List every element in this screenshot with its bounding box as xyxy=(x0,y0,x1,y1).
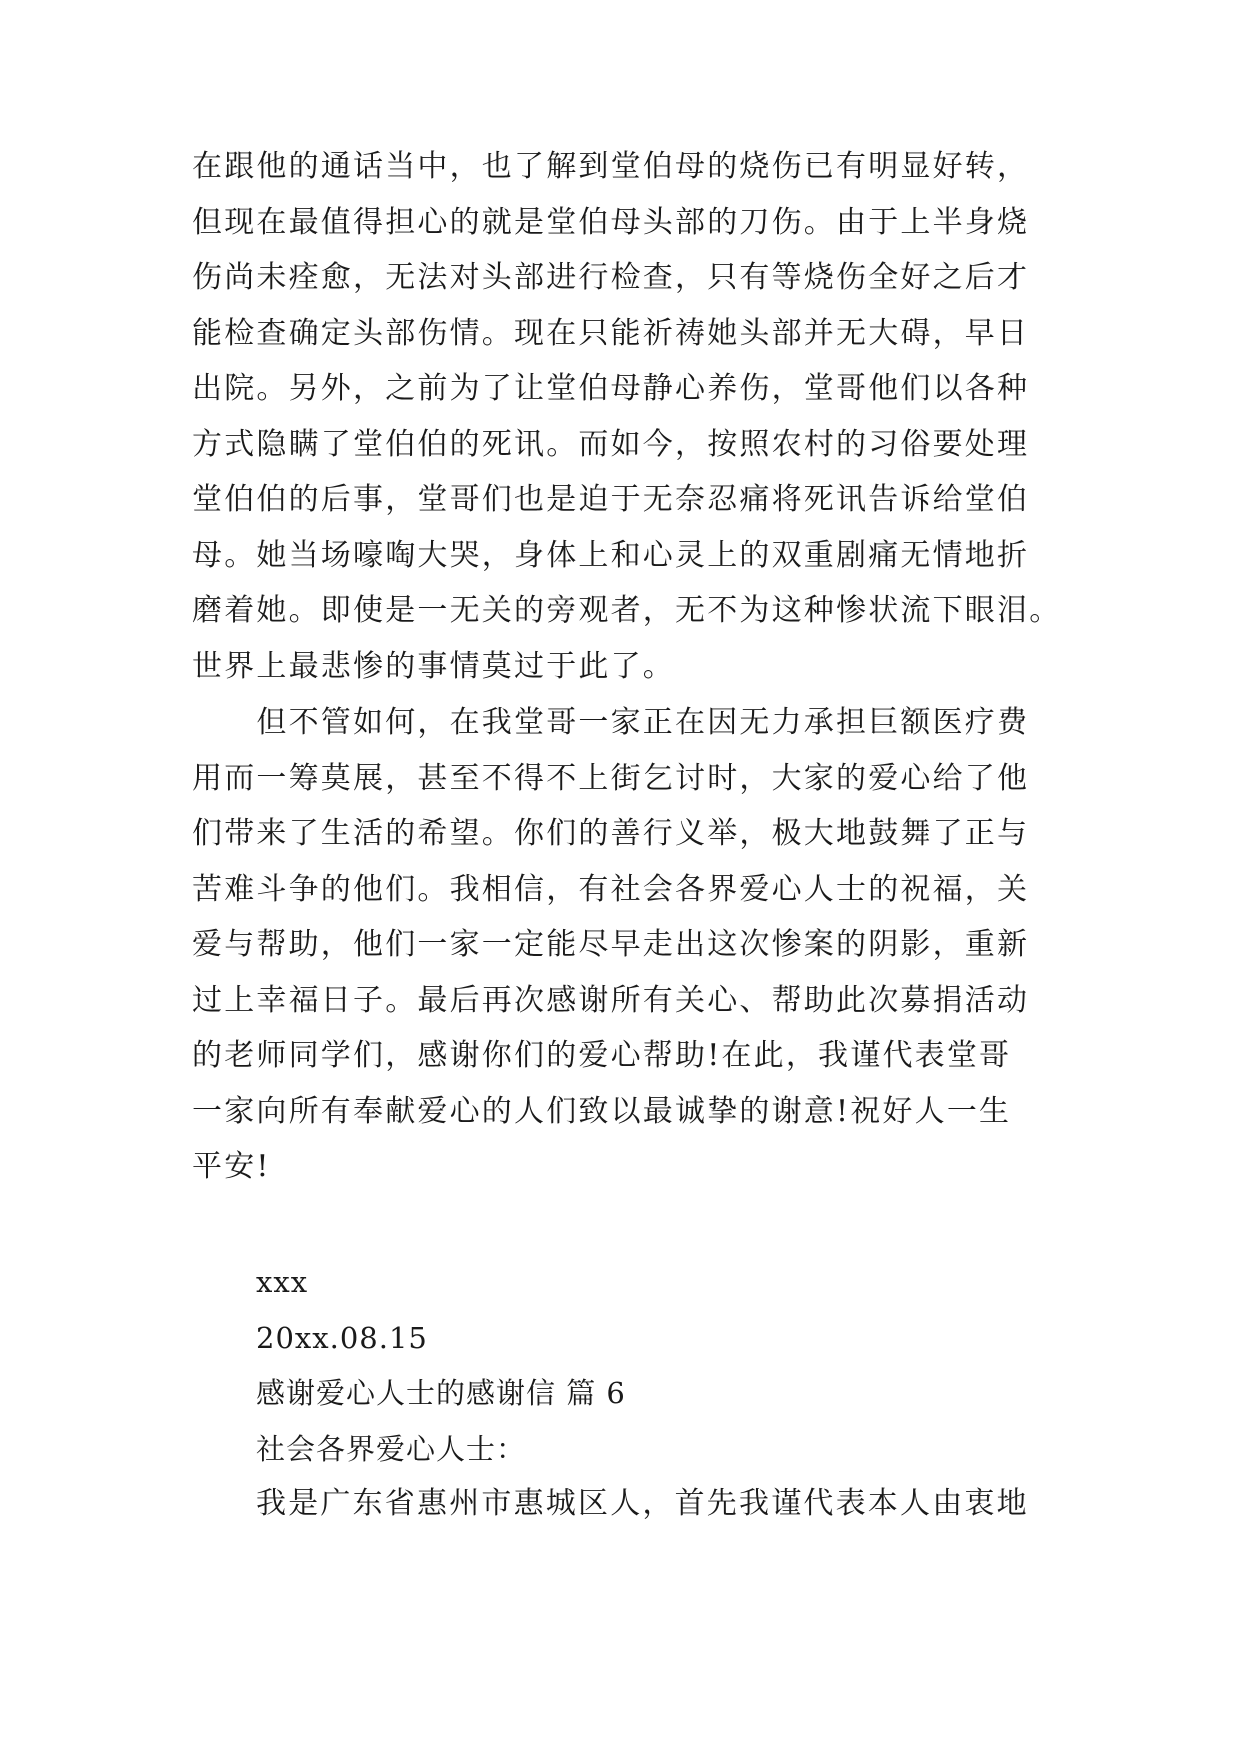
text-line: 一家向所有奉献爱心的人们致以最诚挚的谢意!祝好人一生 xyxy=(192,1094,1012,1129)
text-line: 能检查确定头部伤情。现在只能祈祷她头部并无大碍，早日 xyxy=(192,316,1030,351)
text-line: 方式隐瞒了堂伯伯的死讯。而如今，按照农村的习俗要处理 xyxy=(192,427,1030,462)
text-line: 平安! xyxy=(192,1149,271,1184)
letter-date: 20xx.08.15 xyxy=(256,1321,428,1355)
text-line: 的老师同学们，感谢你们的爱心帮助!在此，我谨代表堂哥 xyxy=(192,1038,1012,1073)
text-line: 用而一筹莫展，甚至不得不上街乞讨时，大家的爱心给了他 xyxy=(192,761,1030,796)
text-line: 磨着她。即使是一无关的旁观者，无不为这种惨状流下眼泪。 xyxy=(192,593,1062,628)
text-line: 苦难斗争的他们。我相信，有社会各界爱心人士的祝福，关 xyxy=(192,872,1030,907)
text-line: 们带来了生活的希望。你们的善行义举，极大地鼓舞了正与 xyxy=(192,816,1030,851)
text-line: 伤尚未痊愈，无法对头部进行检查，只有等烧伤全好之后才 xyxy=(192,260,1030,295)
text-line: 但不管如何，在我堂哥一家正在因无力承担巨额医疗费 xyxy=(192,705,1030,740)
text-line: 世界上最悲惨的事情莫过于此了。 xyxy=(192,649,675,684)
text-line: 过上幸福日子。最后再次感谢所有关心、帮助此次募捐活动 xyxy=(192,983,1030,1018)
signature: xxx xyxy=(256,1265,309,1299)
text-line: 但现在最值得担心的就是堂伯母头部的刀伤。由于上半身烧 xyxy=(192,205,1030,240)
text-line: 堂伯伯的后事，堂哥们也是迫于无奈忍痛将死讯告诉给堂伯 xyxy=(192,482,1030,517)
text-line: 在跟他的通话当中，也了解到堂伯母的烧伤已有明显好转， xyxy=(192,149,1030,184)
body-first-line: 我是广东省惠州市惠城区人，首先我谨代表本人由衷地 xyxy=(256,1486,1029,1521)
text-line: 母。她当场嚎啕大哭，身体上和心灵上的双重剧痛无情地折 xyxy=(192,538,1030,573)
text-line: 爱与帮助，他们一家一定能尽早走出这次惨案的阴影，重新 xyxy=(192,927,1030,962)
text-line: 出院。另外，之前为了让堂伯母静心养伤，堂哥他们以各种 xyxy=(192,371,1030,406)
salutation: 社会各界爱心人士： xyxy=(256,1432,527,1466)
section-title: 感谢爱心人士的感谢信 篇 6 xyxy=(256,1376,626,1410)
